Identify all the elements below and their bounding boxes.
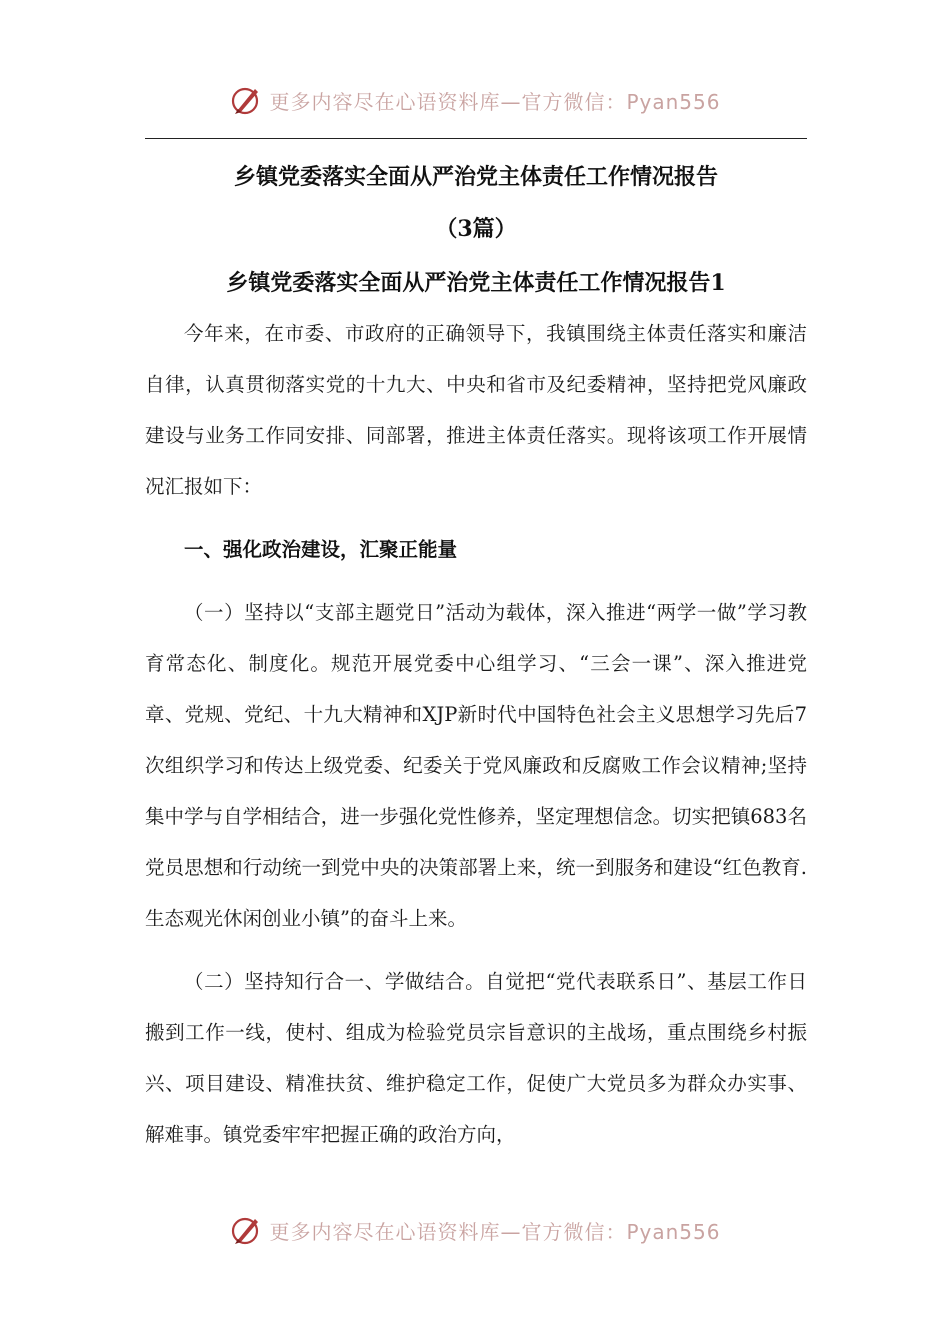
document-body — [145, 308, 807, 1160]
header-banner-text: 更多内容尽在心语资料库—官方微信：Pyan556 — [269, 89, 721, 114]
document-subtitle: 乡镇党委落实全面从严治党主体责任工作情况报告1 — [226, 270, 726, 296]
footer-banner — [0, 1210, 950, 1250]
section-heading: 一、强化政治建设，汇聚正能量 — [184, 538, 458, 561]
document-title: 乡镇党委落实全面从严治党主体责任工作情况报告 — [233, 164, 718, 190]
header-divider — [145, 138, 807, 139]
header-banner — [0, 80, 950, 120]
pen-circle-logo-icon — [229, 1213, 263, 1247]
pen-circle-logo-icon — [229, 83, 263, 117]
body-paragraph: （二）坚持知行合一、学做结合。自觉把“党代表联系日”、基层工作日搬到工作一线，使村、组成为检验党员宗旨意识的主战场，重点围绕乡村振兴、项目建设、精准扶贫、维护稳定工作，促使广大党员多为群众办实事、解难事。镇党委牢牢把握正确的政治方向， — [145, 970, 807, 1146]
body-paragraph: （一）坚持以“支部主题党日”活动为载体，深入推进“两学一做”学习教育常态化、制度化。规范开展党委中心组学习、“三会一课”、深入推进党章、党规、党纪、十九大精神和XJP新时代中国特色社会主义思想学习先后7次组织学习和传达上级党委、纪委关于党风廉政和反腐败工作会议精神;坚持集中学与自学相结合，进一步强化党性修养，坚定理想信念。切实把镇683名党员思想和行动统一到党中央的决策部署上来，统一到服务和建设“红色教育.生态观光休闲创业小镇”的奋斗上来。 — [145, 601, 807, 930]
document-title-count: （3篇） — [435, 216, 517, 242]
intro-paragraph: 今年来，在市委、市政府的正确领导下，我镇围绕主体责任落实和廉洁自律，认真贯彻落实党的十九大、中央和省市及纪委精神，坚持把党风廉政建设与业务工作同安排、同部署，推进主体责任落实。现将该项工作开展情况汇报如下： — [145, 322, 807, 498]
footer-banner-text: 更多内容尽在心语资料库—官方微信：Pyan556 — [269, 1219, 721, 1244]
